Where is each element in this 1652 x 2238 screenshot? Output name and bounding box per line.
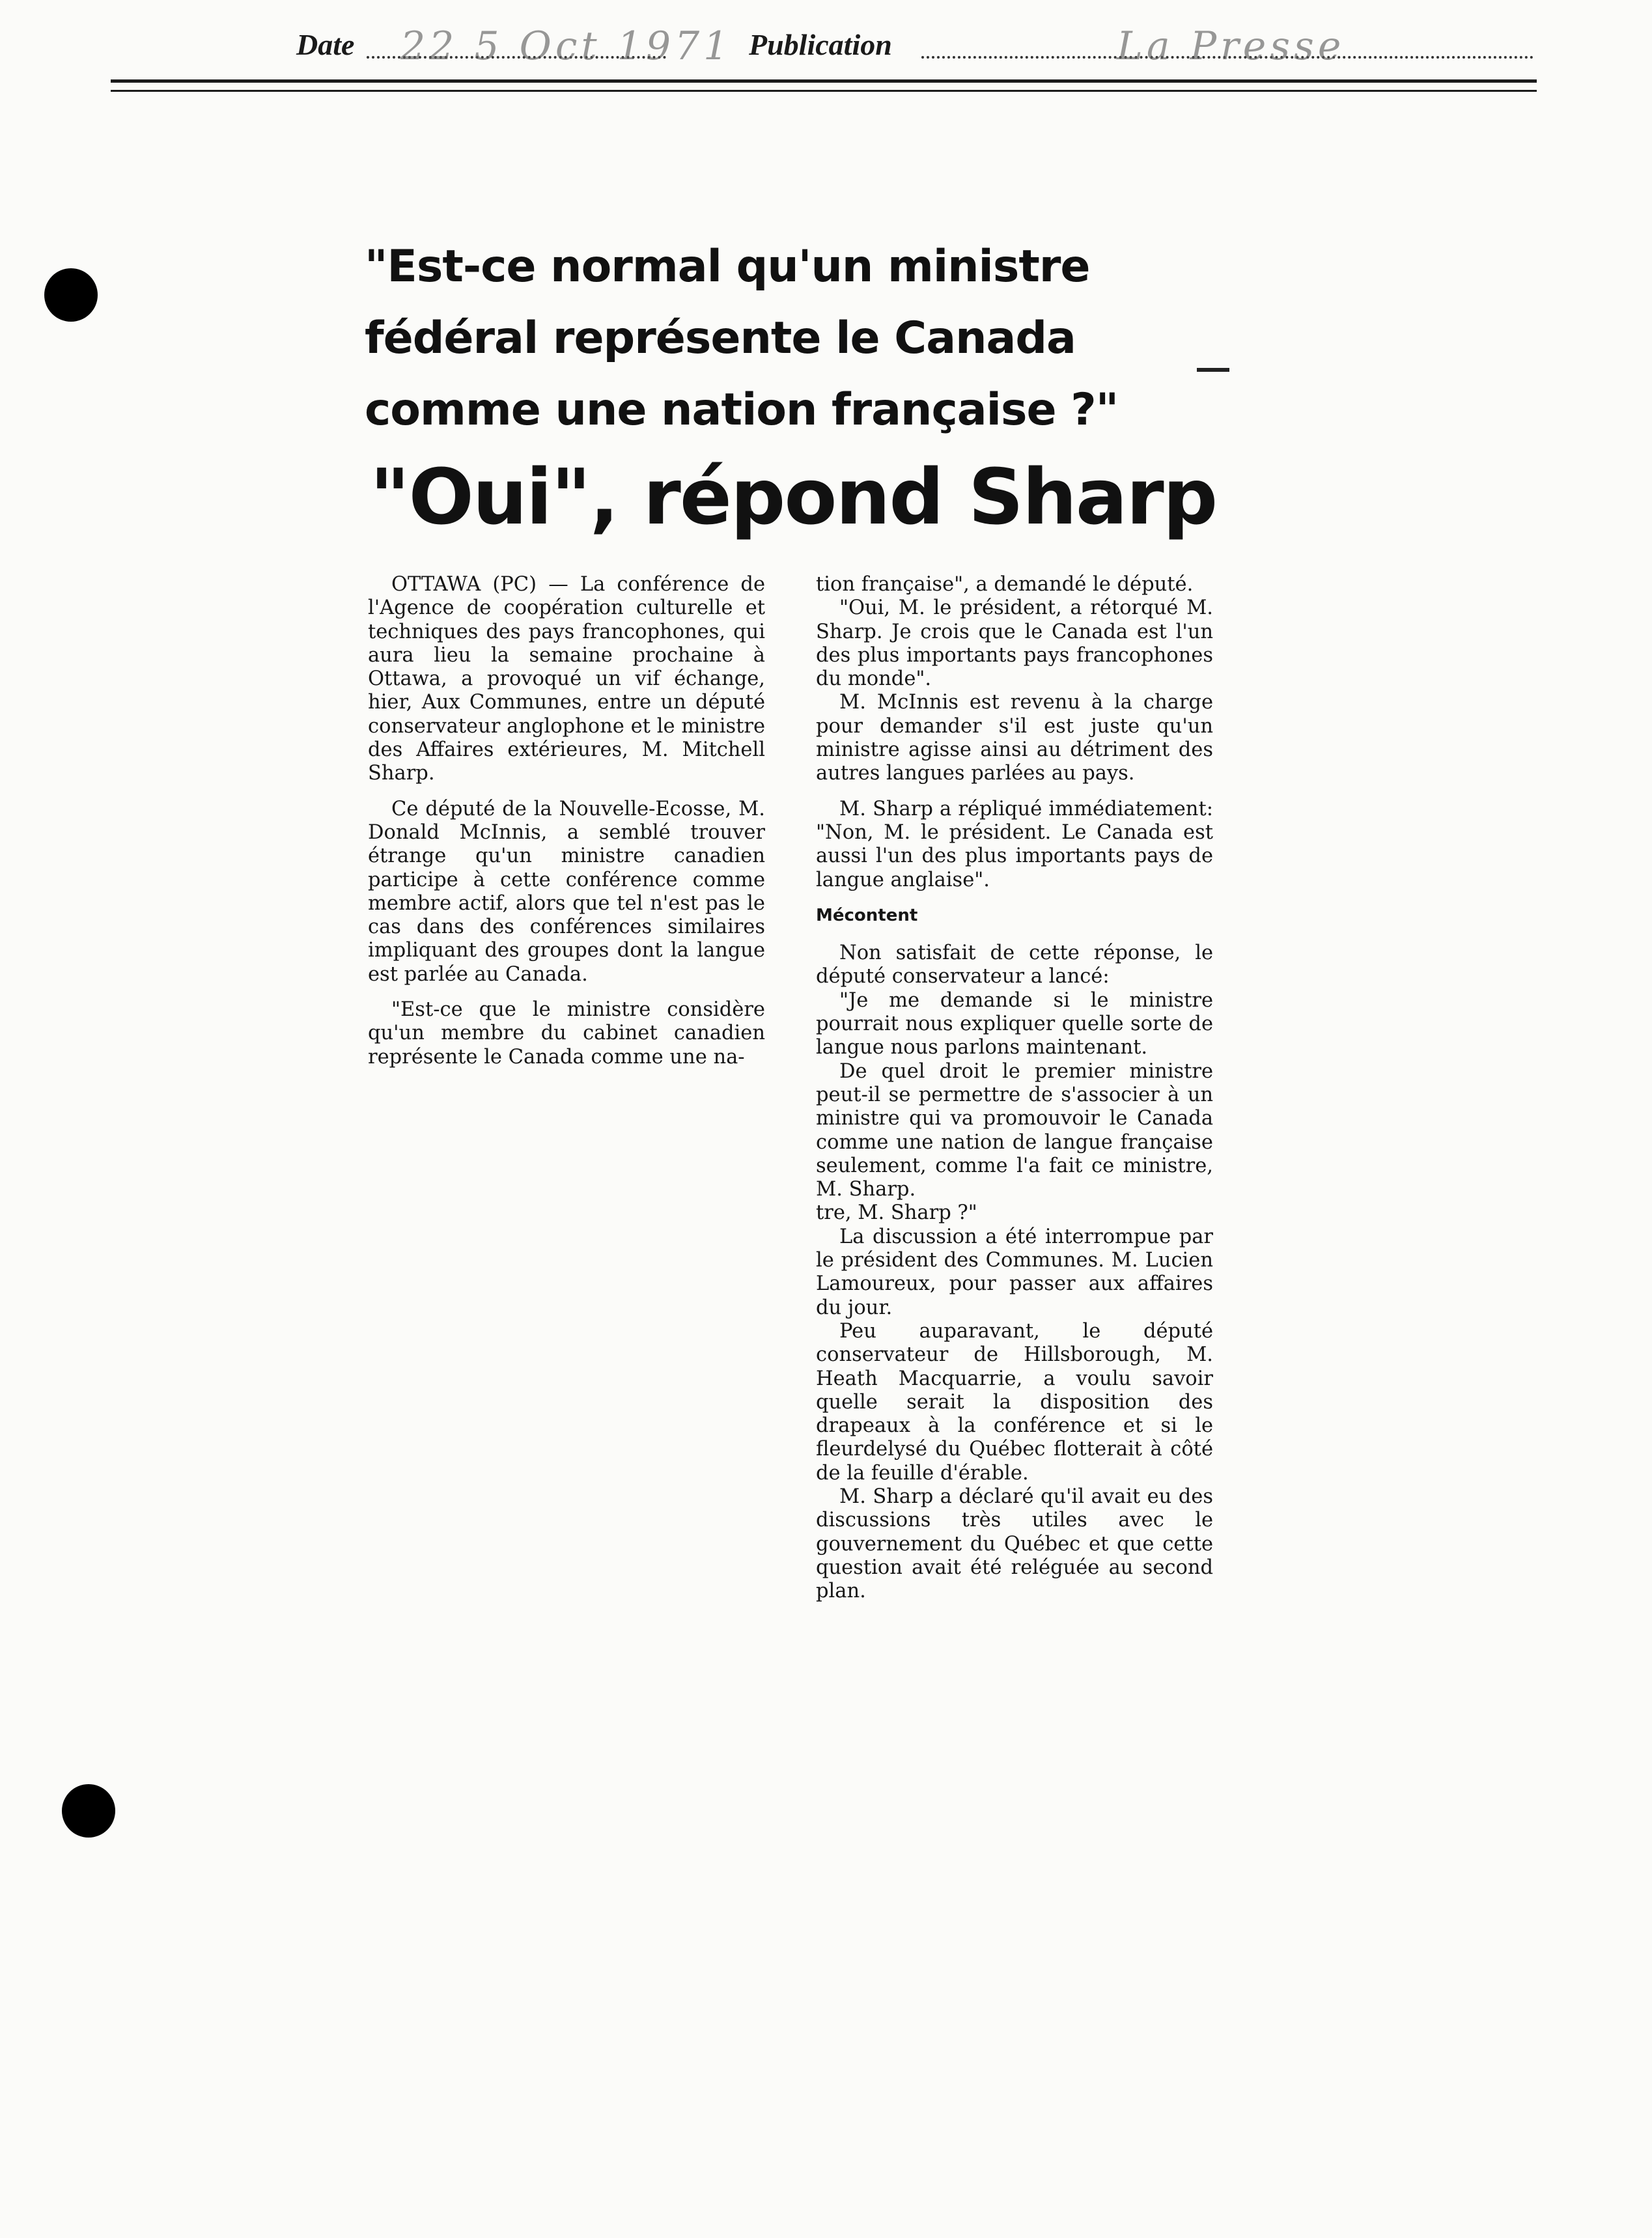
paragraph: La discussion a été interrompue par le président des Communes. M. Lucien Lamoureux, pour passer aux affaires du jour. bbox=[816, 1225, 1213, 1319]
paragraph: "Est-ce que le ministre considère qu'un membre du cabinet canadien représente le Canada comme une na- bbox=[368, 998, 765, 1069]
paragraph: "Je me demande si le ministre pourrait nous expliquer quelle sorte de langue nous parlons maintenant. bbox=[816, 988, 1213, 1059]
publication-handwritten: La Presse bbox=[1117, 23, 1345, 69]
article-right-column bbox=[816, 573, 1213, 1603]
date-handwritten: 22 5 Oct 1971 bbox=[400, 23, 733, 69]
headline-line-2: fédéral représente le Canada bbox=[365, 313, 1076, 364]
headline-main: "Oui", répond Sharp bbox=[370, 452, 1217, 542]
paragraph: "Oui, M. le président, a rétorqué M. Sharp. Je crois que le Canada est l'un des plus importants pays francophones du monde". bbox=[816, 596, 1213, 691]
article-left-column bbox=[368, 573, 765, 1081]
punch-hole-bottom bbox=[62, 1784, 115, 1838]
paragraph: tre, M. Sharp ?" bbox=[816, 1201, 977, 1225]
paragraph: Ce député de la Nouvelle-Ecosse, M. Donald McInnis, a semblé trouver étrange qu'un ministre canadien participe à cette conférence comme membre actif, alors que tel n'est pas le cas dans des conférences similaires impliquant des groupes dont la langue est parlée au Canada. bbox=[368, 797, 765, 986]
paragraph: OTTAWA (PC) — La conférence de l'Agence de coopération culturelle et techniques des pays francophones, qui aura lieu la semaine prochaine à Ottawa, a provoqué un vif échange, hier, Aux Communes, entre un député conservateur anglophone et le ministre des Affaires extérieures, M. Mitchell Sharp. bbox=[368, 573, 765, 785]
publication-label: Publication bbox=[749, 28, 892, 61]
punch-hole-top bbox=[44, 268, 98, 322]
subheading: Mécontent bbox=[816, 905, 918, 925]
paragraph: Peu auparavant, le député conservateur de Hillsborough, M. Heath Macquarrie, a voulu savoir quelle serait la disposition des drapeaux à la conférence et si le fleurdelysé du Québec flotterait à côté de la feuille d'érable. bbox=[816, 1319, 1213, 1485]
paragraph: Non satisfait de cette réponse, le député conservateur a lancé: bbox=[816, 942, 1213, 988]
paragraph: M. Sharp a répliqué immédiatement: "Non, M. le président. Le Canada est aussi l'un des plus importants pays de langue anglaise". bbox=[816, 797, 1213, 891]
paragraph: tion française", a demandé le député. bbox=[816, 573, 1194, 596]
header-rule-bottom bbox=[111, 90, 1537, 92]
paragraph: De quel droit le premier ministre peut-il se permettre de s'associer à un ministre qui va promouvoir le Canada comme une nation de langue française seulement, comme l'a fait ce ministre, M. Sharp. bbox=[816, 1059, 1213, 1201]
print-mark bbox=[1197, 368, 1229, 372]
date-label: Date bbox=[296, 28, 355, 61]
headline-line-3: comme une nation française ?" bbox=[365, 384, 1119, 436]
header-rule-top bbox=[111, 79, 1537, 83]
headline-line-1: "Est-ce normal qu'un ministre bbox=[365, 241, 1090, 292]
paragraph: M. Sharp a déclaré qu'il avait eu des discussions très utiles avec le gouvernement du Québec et que cette question avait été reléguée au second plan. bbox=[816, 1485, 1213, 1603]
clipping-header bbox=[296, 23, 1533, 73]
paragraph: M. McInnis est revenu à la charge pour demander s'il est juste qu'un ministre agisse ainsi au détriment des autres langues parlées au pays. bbox=[816, 691, 1213, 785]
headline bbox=[365, 231, 1263, 542]
